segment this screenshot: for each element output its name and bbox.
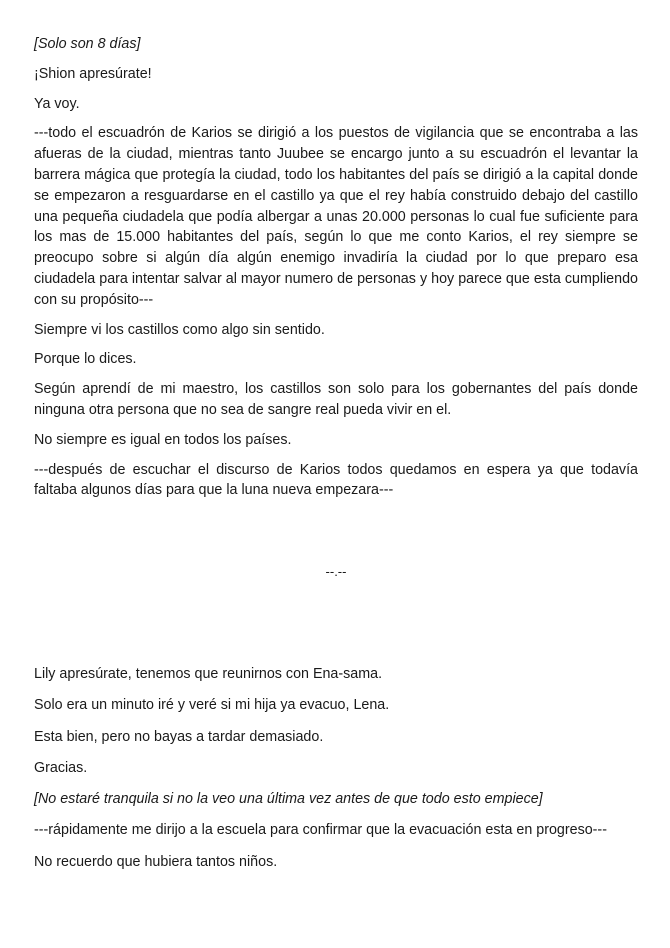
dialogue-line: Según aprendí de mi maestro, los castillos son solo para los gobernantes del país donde ninguna otra persona que no sea de sangre real pueda vivir en el. (34, 381, 638, 418)
dialogue-line: Gracias. (34, 759, 88, 776)
dialogue-line: Siempre vi los castillos como algo sin sentido. (34, 321, 325, 338)
dialogue-line: No recuerdo que hubiera tantos niños. (34, 853, 278, 870)
thought-line: [No estaré tranquila si no la veo una última vez antes de que todo esto empiece] (34, 791, 543, 808)
dialogue-line: Lily apresúrate, tenemos que reunirnos con Ena-sama. (34, 666, 383, 682)
dialogue-line: Porque lo dices. (34, 351, 137, 368)
narration-paragraph: ---todo el escuadrón de Karios se dirigió a los puestos de vigilancia que se encontraba a las afueras de la ciudad, mientras tanto Juubee se encargo junto a su escuadrón el levantar la barrera mágica que protegía la ciudad, todo los habitantes del país se dirigió a la capital donde se empezaron a resguardarse en el castillo ya que el rey había construido debajo del castillo una pequeña ciudadela que podía albergar a unas 20.000 personas lo cual fue suficiente para los mas de 15.000 habitantes del país, según lo que me conto Karios, el rey siempre se preocupo sobre si algún día algún enemigo invadiría la ciudad por lo que preparo esa ciudadela para intentar salvar al mayor numero de personas y hoy parece que esta cumpliendo con su propósito--- (34, 125, 638, 308)
dialogue-line: Ya voy. (34, 95, 80, 112)
thought-line: [Solo son 8 días] (34, 36, 141, 52)
document-section-2 (34, 664, 638, 883)
document-page (34, 34, 638, 582)
dialogue-line: ¡Shion apresúrate! (34, 65, 152, 82)
narration-line: ---rápidamente me dirijo a la escuela para confirmar que la evacuación esta en progreso--- (34, 822, 607, 839)
dialogue-line: No siempre es igual en todos los países. (34, 431, 292, 448)
narration-paragraph: ---después de escuchar el discurso de Karios todos quedamos en espera ya que todavía faltaba algunos días para que la luna nueva empezara--- (34, 461, 638, 499)
dialogue-line: Solo era un minuto iré y veré si mi hija ya evacuo, Lena. (34, 697, 390, 714)
dialogue-line: Esta bien, pero no bayas a tardar demasiado. (34, 728, 324, 745)
scene-separator: --.-- (325, 564, 347, 580)
